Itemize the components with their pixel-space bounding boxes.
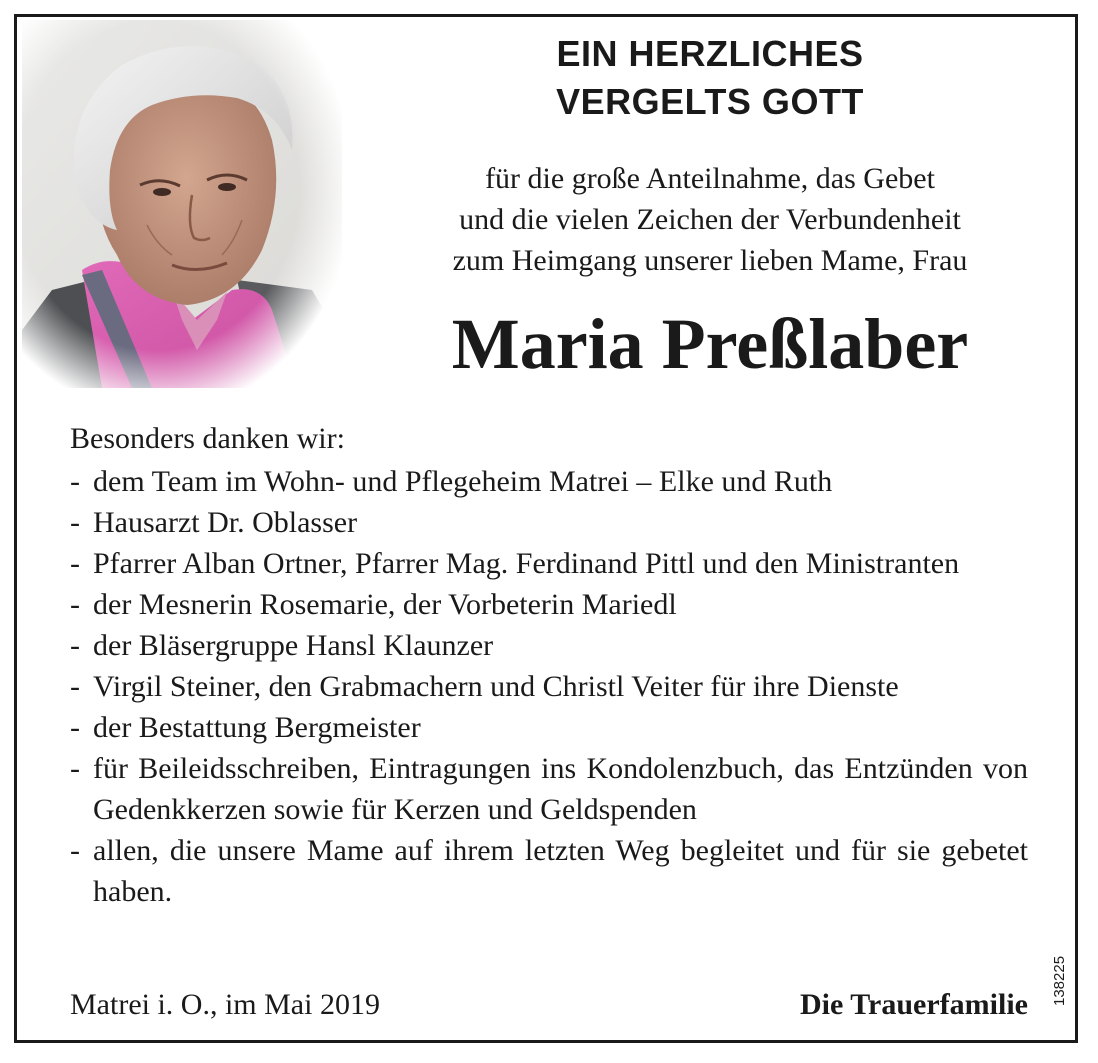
list-item-text: Pfarrer Alban Ortner, Pfarrer Mag. Ferdinand Pittl und den Ministranten <box>93 547 960 580</box>
list-item-text: der Mesnerin Rosemarie, der Vorbeterin Mariedl <box>93 588 677 621</box>
heading-line-1: EIN HERZLICHES <box>556 33 864 74</box>
thanks-list-item <box>70 707 1028 748</box>
list-dash: - <box>70 752 80 785</box>
list-dash: - <box>70 834 80 867</box>
list-dash: - <box>70 465 80 498</box>
thanks-section <box>70 418 1028 912</box>
intro-line-3: zum Heimgang unserer lieben Mame, Frau <box>452 244 968 277</box>
thanks-list-item <box>70 666 1028 707</box>
place-and-date: Matrei i. O., im Mai 2019 <box>70 988 380 1021</box>
heading-line-2: VERGELTS GOTT <box>556 81 864 122</box>
list-item-text: der Bestattung Bergmeister <box>93 711 421 744</box>
deceased-name: Maria Preßlaber <box>451 304 969 384</box>
thanks-list-item <box>70 502 1028 543</box>
list-item-text: der Bläsergruppe Hansl Klaunzer <box>93 629 494 662</box>
intro-line-2: und die vielen Zeichen der Verbundenheit <box>459 203 961 236</box>
list-dash: - <box>70 547 80 580</box>
thanks-list-item <box>70 543 1028 584</box>
list-dash: - <box>70 711 80 744</box>
signature: Die Trauerfamilie <box>800 988 1028 1021</box>
thanks-list-item <box>70 625 1028 666</box>
list-item-text: für Beileidsschreiben, Eintragungen ins Kondolenzbuch, das Entzünden von Gedenkkerzen sowie für Kerzen und Geldspenden <box>93 752 1028 826</box>
intro-text <box>392 158 1028 281</box>
thanks-list-item <box>70 748 1028 830</box>
list-dash: - <box>70 629 80 662</box>
notice-heading <box>470 30 950 126</box>
thanks-heading: Besonders danken wir: <box>70 422 345 455</box>
thanks-list-item <box>70 830 1028 912</box>
thanks-list <box>70 461 1028 912</box>
list-item-text: Virgil Steiner, den Grabmachern und Christl Veiter für ihre Dienste <box>93 670 899 703</box>
portrait-photo <box>22 20 342 388</box>
list-dash: - <box>70 670 80 703</box>
list-item-text: allen, die unsere Mame auf ihrem letzten Weg begleitet und für sie gebetet haben. <box>93 834 1028 908</box>
list-item-text: dem Team im Wohn- und Pflegeheim Matrei – Elke und Ruth <box>93 465 833 498</box>
ad-code: 138225 <box>1051 955 1068 1006</box>
list-item-text: Hausarzt Dr. Oblasser <box>93 506 358 539</box>
list-dash: - <box>70 506 80 539</box>
intro-line-1: für die große Anteilnahme, das Gebet <box>485 162 935 195</box>
list-dash: - <box>70 588 80 621</box>
thanks-list-item <box>70 584 1028 625</box>
thanks-list-item <box>70 461 1028 502</box>
